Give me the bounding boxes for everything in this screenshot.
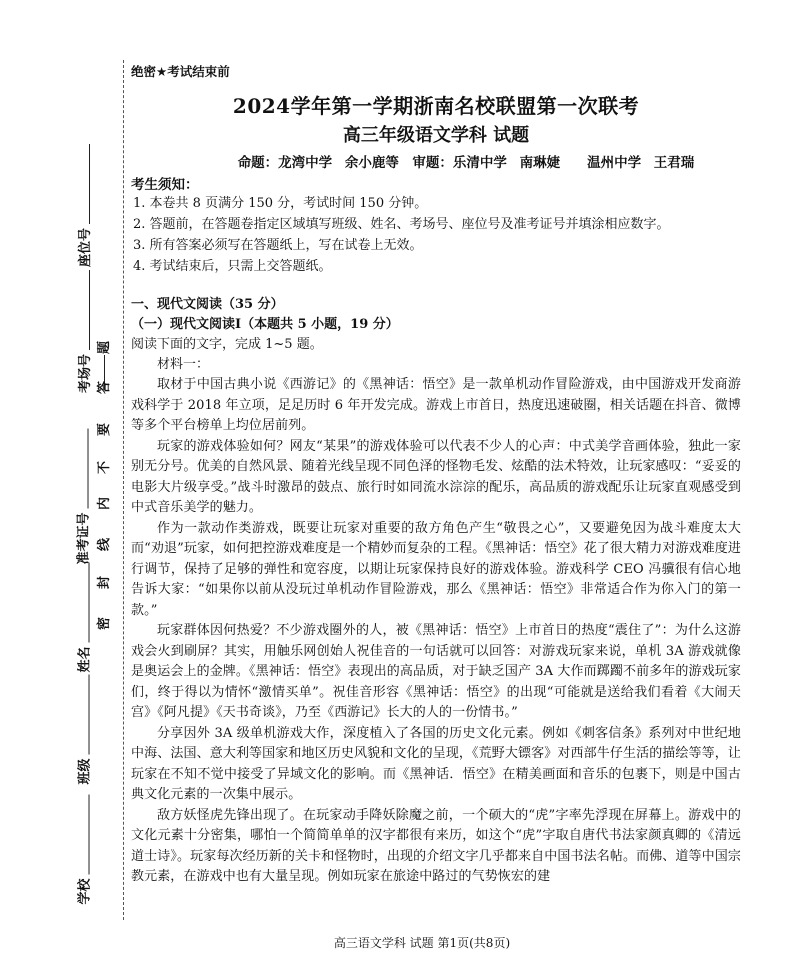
name-field[interactable]: [74, 562, 93, 672]
instruction: 阅读下面的文字，完成 1~5 题。: [131, 337, 323, 352]
seal-char: 不: [97, 460, 113, 475]
ticket-label: 准考证号: [76, 512, 92, 565]
authors-line: 命题：龙湾中学 余小鹿等 审题：乐清中学 南琳婕 温州中学 王君瑞: [237, 155, 695, 171]
school-line: [77, 794, 89, 874]
ticket-line: [76, 428, 88, 508]
ticket-field[interactable]: [73, 428, 92, 564]
school-field[interactable]: [74, 794, 93, 904]
notice-title: 考生须知：: [131, 177, 199, 193]
seal-char: 封: [97, 575, 113, 590]
class-line: [77, 674, 89, 754]
paragraph: 作为一款动作类游戏，既要让玩家对重要的敌方角色产生“敬畏之心”，又要避免因为战斗难度太大而“劝退”玩家，如何把控游戏难度是一个精妙而复杂的工程。《黑神话：悟空》花了很大精力对游戏难度进行调节，保持了足够的弹性和宽容度，以期让玩家保持良好的游戏体验。游戏科学 CEO 冯骥很有信心地告诉大家：“如果你以前从没玩过单机动作冒险游戏，那么《黑神话：悟空》非常适合作为你入门的第一款。”: [131, 520, 741, 618]
page-footer: 高三语文学科 试题 第1页(共8页): [333, 936, 511, 950]
seat-line: [78, 144, 90, 224]
secret-label: 绝密★考试结束前: [131, 64, 230, 79]
paragraph: 分享因外 3A 级单机游戏大作，深度植入了各国的历史文化元素。例如《刺客信条》系列对中世纪地中海、法国、意大利等国家和地区历史风貌和文化的呈现，《荒野大镖客》对西部牛仔生活的描绘等等，让玩家在不知不觉中接受了异域文化的影响。而《黑神话．悟空》在精美画面和音乐的包裹下，则是中国古典文化元素的一次集中展示。: [131, 725, 741, 802]
school-label: 学校: [77, 878, 93, 905]
paragraph: 敌方妖怪虎先锋出现了。在玩家动手降妖除魔之前，一个硕大的“虎”字率先浮现在屏幕上。游戏中的文化元素十分密集，哪怕一个简简单单的汉字都很有来历，如这个“虎”字取自唐代书法家颜真卿的《清远道士诗》。玩家每次经历新的关卡和怪物时，出现的介绍文字几乎都来自中国书法名帖。而佛、道等中国宗教元素，在游戏中也有大量呈现。例如玩家在旅途中路过的气势恢宏的建: [131, 807, 741, 884]
paragraph: 玩家的游戏体验如何？网友“某果”的游戏体验可以代表不少人的心声：中式美学音画体验，独此一家别无分号。优美的自然风景、随着光线呈现不同色泽的怪物毛发、炫酷的法术特效，让玩家感叹：“妥妥的电影大片级享受。”战斗时激昂的鼓点、旅行时如同流水淙淙的配乐，高品质的游戏配乐让玩家直观感受到中式音乐美学的魅力。: [131, 438, 741, 515]
exam-room-line: [78, 270, 90, 350]
class-label: 班级: [77, 758, 93, 785]
section-heading: 一、现代文阅读（35 分）: [131, 297, 284, 312]
cut-line: [123, 60, 124, 920]
notice-item: 3. 所有答案必须写在答题纸上，写在试卷上无效。: [133, 238, 423, 253]
seal-char: 密: [97, 616, 113, 631]
exam-room-label: 考场号: [78, 353, 94, 394]
seat-label: 座位号: [78, 227, 94, 268]
seat-field[interactable]: [74, 144, 93, 267]
name-line: [77, 562, 89, 642]
notice-item: 4. 考试结束后，只需上交答题纸。: [133, 259, 332, 274]
paragraph: 取材于中国古典小说《西游记》的《黑神话：悟空》是一款单机动作冒险游戏，由中国游戏开发商游戏科学于 2018 年立项，足足历时 6 年开发完成。游戏上市首日，热度迅速破圈，相关话题在抖音、微博等多个平台榜单上均位居前列。: [131, 377, 741, 433]
paragraph: 玩家群体因何热爱？不少游戏圈外的人，被《黑神话：悟空》上市首日的热度“震住了”：为什么这游戏会火到刷屏？其实，用触乐网创始人祝佳音的一句话就可以回答：对游戏玩家来说，单机 3A 游戏就像是奥运会上的金牌。《黑神话：悟空》表现出的高品质，对于缺乏国产 3A 大作而踯躅不前多年的游戏玩家们，终于得以为情怀“激情买单”。祝佳音形容《黑神话：悟空》的出现“可能就是送给我们看着《大闹天宫》《阿凡提》《天书奇谈》，乃至《西游记》长大的人的一份情书。”: [131, 623, 741, 720]
seal-char: 要: [97, 422, 113, 437]
notice-item: 2. 答题前，在答题卷指定区域填写班级、姓名、考场号、座位号及准考证号并填涂相应数字。: [133, 217, 670, 232]
exam-room-field[interactable]: [74, 270, 93, 393]
notice-item: 1. 本卷共 8 页满分 150 分，考试时间 150 分钟。: [133, 196, 428, 211]
exam-page: [131, 62, 741, 888]
seal-char: 答: [97, 380, 113, 395]
seal-char: 线: [97, 537, 113, 552]
seal-char: 内: [97, 496, 113, 511]
name-label: 姓名: [77, 646, 93, 673]
seal-char: 题: [97, 340, 113, 355]
page-subtitle: 高三年级语文学科 试题: [342, 125, 530, 146]
class-field[interactable]: [74, 674, 93, 784]
subsection-heading: （一）现代文阅读Ⅰ（本题共 5 小题，19 分）: [131, 317, 399, 332]
material-label: 材料一：: [157, 357, 210, 372]
page-title: 2024学年第一学期浙南名校联盟第一次联考: [232, 94, 640, 118]
binding-margin: [0, 0, 140, 962]
